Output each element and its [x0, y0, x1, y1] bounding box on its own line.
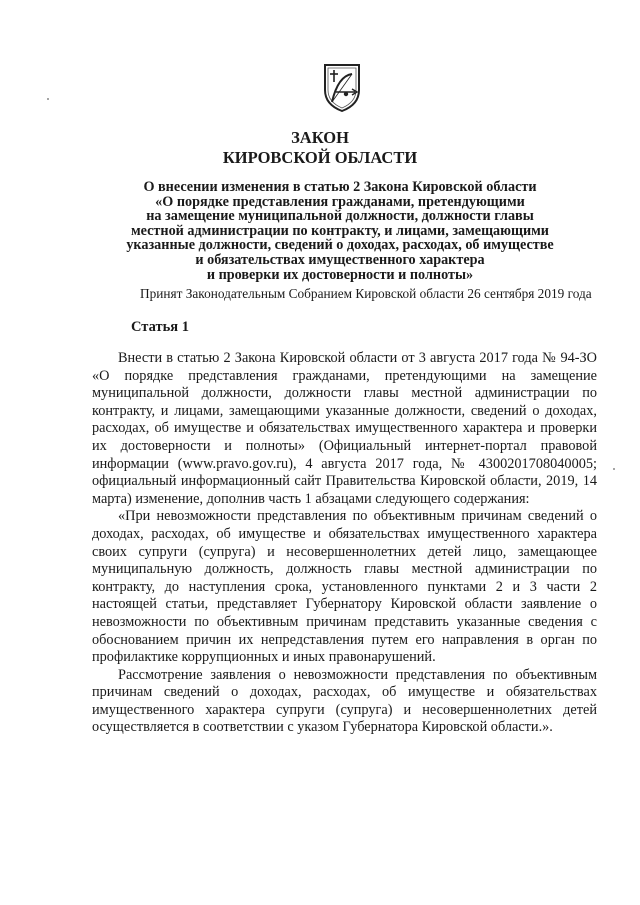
scan-speck [47, 98, 49, 100]
subtitle-line: и обязательствах имущественного характера [195, 251, 485, 268]
subtitle-line: «О порядке представления гражданами, претендующими [155, 193, 525, 210]
scan-speck [613, 468, 615, 470]
article-paragraph: Рассмотрение заявления о невозможности представления по объективным причинам сведений о доходах, расходах, об имуществе и обязательствах имущественного характера супруги (супруга) и несовершеннолетних детей осуществляется в соответствии с указом Губернатора Кировской области.». [92, 666, 597, 736]
subtitle-line: местной администрации по контракту, и лицами, замещающими [131, 222, 549, 239]
law-title-line-2: КИРОВСКОЙ ОБЛАСТИ [222, 148, 418, 167]
article-paragraph: «При невозможности представления по объективным причинам сведений о доходах, расходах, об имуществе и обязательствах имущественного характера своих супруги (супруга) и несовершеннолетних детей лицо, замещающее муниципальную должность, должность главы местной администрации по контракту, до наступления срока, установленного пунктами 2 и 3 части 2 настоящей статьи, представляет Губернатору Кировской области заявление о невозможности по объективным причинам представить указанные сведения с обоснованием причин их непредставления путем его направления в орган по профилактике коррупционных и иных правонарушений. [92, 508, 597, 666]
article-heading: Статья 1 [131, 319, 189, 335]
coat-of-arms-icon [322, 62, 362, 112]
subtitle-line: О внесении изменения в статью 2 Закона Кировской области [143, 179, 537, 195]
law-title [0, 128, 640, 168]
article-paragraph: Внести в статью 2 Закона Кировской области от 3 августа 2017 года № 94-ЗО «О порядке представления гражданами, претендующими на замещение муниципальной должности, должности главы местной администрации по контракту, и лицами, замещающими указанные должности, сведений о доходах, расходах, об имуществе и обязательствах имущественного характера и проверки их достоверности и полноты» (Официальный интернет-портал правовой информации (www.pravo.gov.ru), 4 августа 2017 года, № 4300201708040005; официальный информационный сайт Правительства Кировской области, 2019, 14 марта) изменение, дополнив часть 1 абзацами следующего содержания: [92, 350, 597, 507]
law-title-line-1: ЗАКОН [291, 128, 349, 147]
subtitle-line: и проверки их достоверности и полноты» [206, 266, 474, 283]
adoption-statement: Принят Законодательным Собранием Кировской области 26 сентября 2019 года [140, 286, 592, 301]
article-body [92, 350, 597, 737]
law-subtitle [90, 180, 590, 282]
subtitle-line: указанные должности, сведений о доходах, расходах, об имуществе [126, 237, 554, 254]
subtitle-line: на замещение муниципальной должности, должности главы [146, 208, 534, 225]
